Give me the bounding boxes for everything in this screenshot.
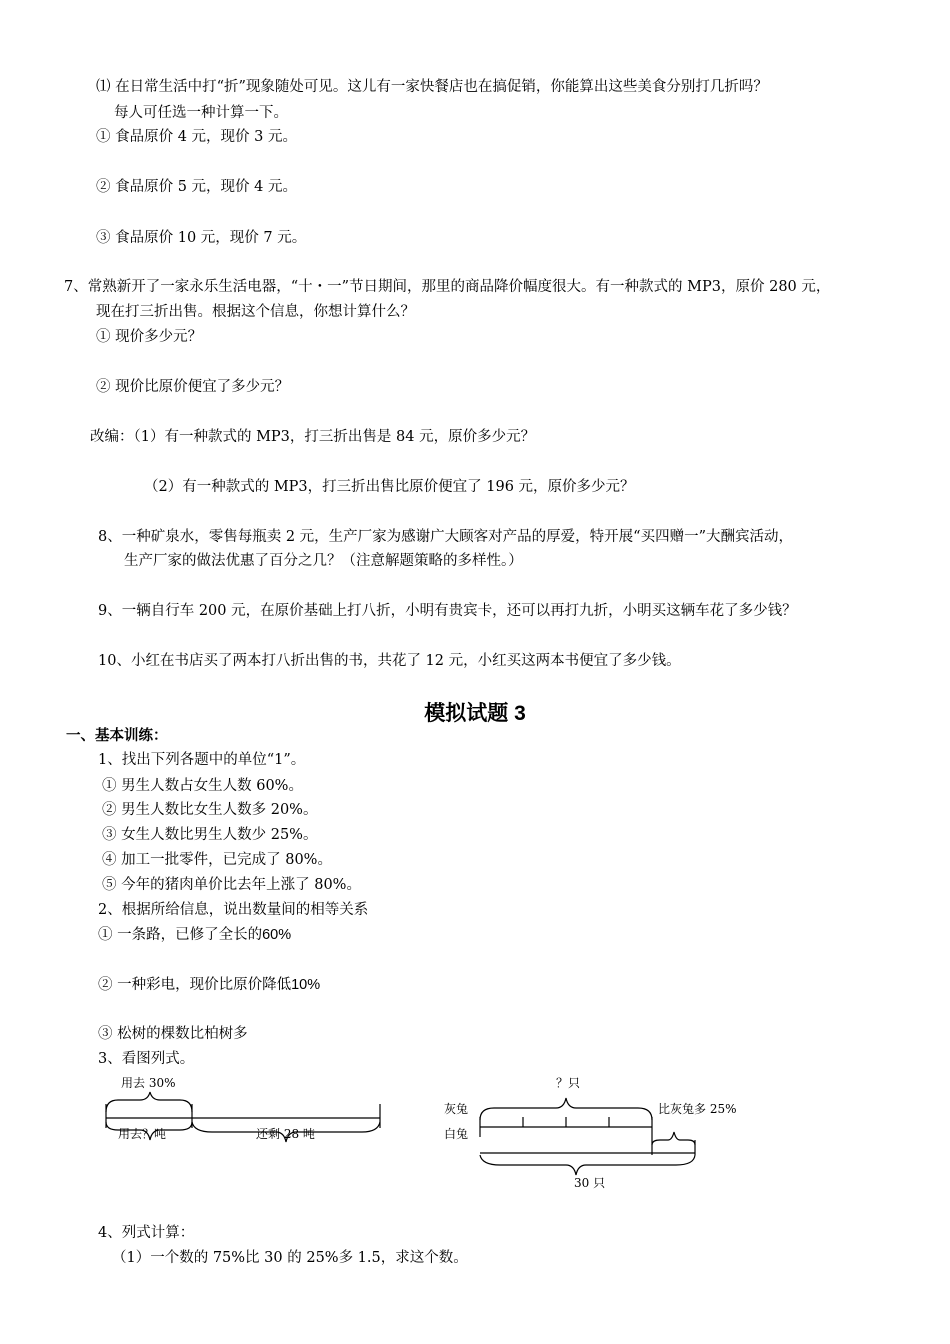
q4-title: 4、列式计算： bbox=[98, 1225, 195, 1241]
q6-item-a: ① 食品原价 4 元，现价 3 元。 bbox=[96, 129, 297, 145]
diagram1-bottom-brace-remain bbox=[192, 1122, 380, 1142]
q1-item-3: ③ 女生人数比男生人数少 25%。 bbox=[102, 827, 318, 843]
diagram1-segment-line bbox=[106, 1104, 380, 1128]
q7-line-1: 7、常熟新开了一家永乐生活电器，“十・一”节日期间，那里的商品降价幅度很大。有一种款式的 MP3，原价 280 元， bbox=[64, 279, 831, 295]
diagram2-total: 30 只 bbox=[574, 1176, 606, 1190]
diagram1-used-unknown: 用去？吨 bbox=[118, 1127, 167, 1141]
diagram2-more-percent: 比灰兔多 25% bbox=[658, 1102, 737, 1116]
q6-intro-2: 每人可任选一种计算一下。 bbox=[114, 105, 288, 121]
q2-item-a: ① 一条路，已修了全长的60% bbox=[98, 927, 292, 943]
q1-item-2: ② 男生人数比女生人数多 20%。 bbox=[102, 802, 318, 818]
diagram2-bottom-brace bbox=[480, 1155, 695, 1175]
q7-line-2: 现在打三折出售。根据这个信息，你想计算什么？ bbox=[96, 304, 415, 320]
q7-item-a: ① 现价多少元？ bbox=[96, 329, 203, 345]
q1-item-4: ④ 加工一批零件，已完成了 80%。 bbox=[102, 852, 332, 868]
diagram1-used-percent: 用去 30% bbox=[121, 1076, 176, 1090]
q10-text: 10、小红在书店买了两本打八折出售的书，共花了 12 元，小红买这两本书便宜了多少钱。 bbox=[98, 653, 681, 669]
q6-item-b: ② 食品原价 5 元，现价 4 元。 bbox=[96, 179, 297, 195]
q7-item-b: ② 现价比原价便宜了多少元？ bbox=[96, 379, 290, 395]
q3-title: 3、看图列式。 bbox=[98, 1051, 195, 1067]
q6-item-c: ③ 食品原价 10 元，现价 7 元。 bbox=[96, 230, 307, 246]
q4-item-1: （1）一个数的 75%比 30 的 25%多 1.5，求这个数。 bbox=[112, 1250, 468, 1266]
diagram2-top-brace bbox=[480, 1098, 652, 1120]
q6-intro: ⑴ 在日常生活中打“折”现象随处可见。这儿有一家快餐店也在搞促销，你能算出这些美食分别打几折吗？ bbox=[96, 79, 768, 95]
q2-item-c: ③ 松树的棵数比柏树多 bbox=[98, 1026, 248, 1042]
q7-adapt-1: 改编：（1）有一种款式的 MP3，打三折出售是 84 元，原价多少元？ bbox=[90, 429, 536, 445]
q1-item-5: ⑤ 今年的猪肉单价比去年上涨了 80%。 bbox=[102, 877, 361, 893]
q8-line-1: 8、一种矿泉水，零售每瓶卖 2 元，生产厂家为感谢广大顾客对产品的厚爱，特开展“买四赠一”大酬宾活动， bbox=[98, 529, 793, 545]
diagram1-top-brace bbox=[106, 1092, 192, 1112]
diagram2-white-label: 白兔 bbox=[444, 1127, 469, 1141]
q8-line-2: 生产厂家的做法优惠了百分之几？（注意解题策略的多样性。） bbox=[124, 553, 523, 569]
diagram2-extra-brace bbox=[652, 1132, 695, 1145]
exam-title: 模拟试题 3 bbox=[424, 702, 526, 725]
diagram2-white-line bbox=[480, 1140, 695, 1155]
section-basic-training: 一、基本训练： bbox=[66, 728, 168, 744]
q7-adapt-2: （2）有一种款式的 MP3，打三折出售比原价便宜了 196 元，原价多少元？ bbox=[144, 479, 635, 495]
q2-item-b: ② 一种彩电，现价比原价降低10% bbox=[98, 977, 321, 993]
q2-title: 2、根据所给信息，说出数量间的相等关系 bbox=[98, 902, 369, 918]
diagram2-gray-line bbox=[480, 1117, 652, 1155]
diagram2-gray-label: 灰兔 bbox=[444, 1102, 469, 1116]
q1-title: 1、找出下列各题中的单位“1”。 bbox=[98, 752, 306, 768]
diagram1-remaining: 还剩 28 吨 bbox=[256, 1127, 315, 1141]
q9-text: 9、一辆自行车 200 元，在原价基础上打八折，小明有贵宾卡，还可以再打九折，小明买这辆车花了多少钱？ bbox=[98, 603, 797, 619]
diagram2-total-unknown: ？只 bbox=[556, 1076, 581, 1090]
diagram1-bottom-brace-used bbox=[106, 1122, 192, 1140]
q1-item-1: ① 男生人数占女生人数 60%。 bbox=[102, 778, 303, 794]
